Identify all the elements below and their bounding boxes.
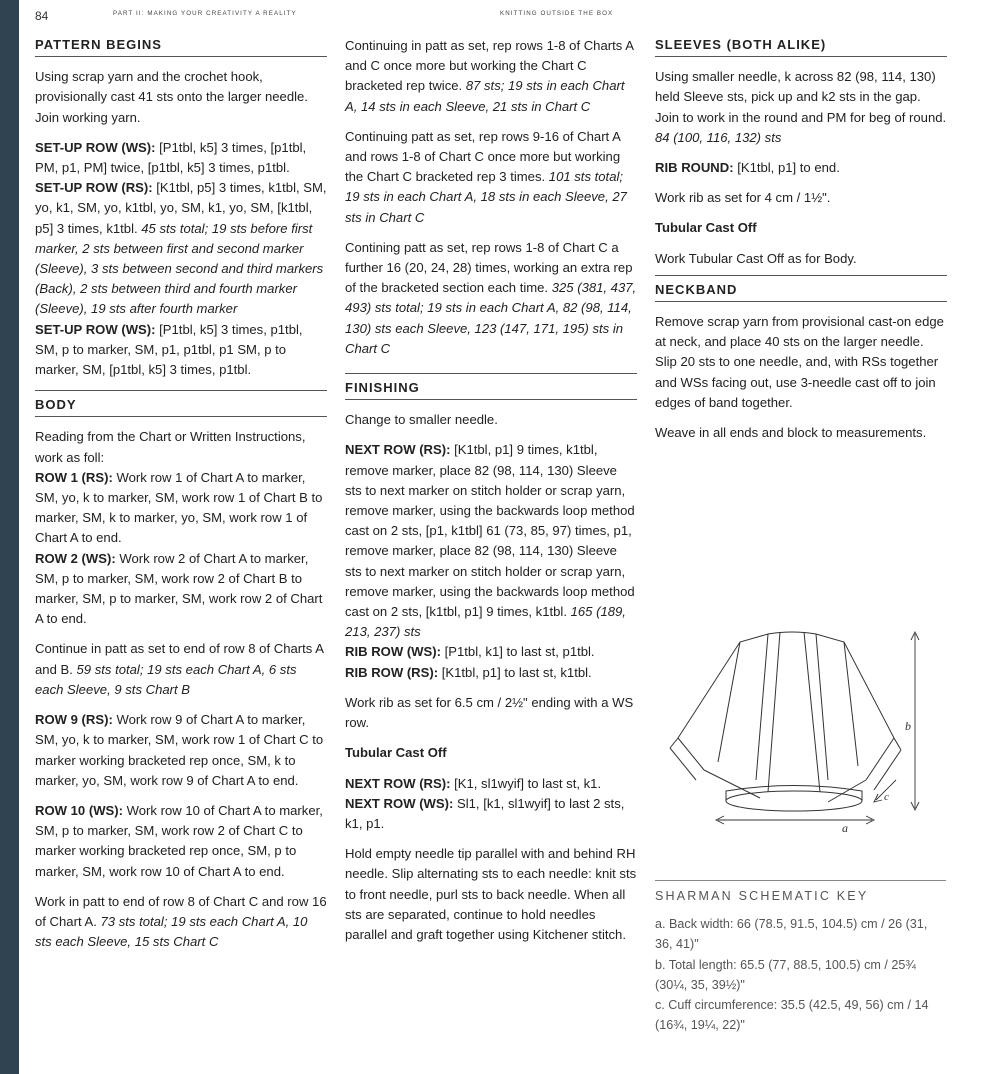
next-row-rs-label: NEXT ROW (RS): [345, 442, 451, 458]
col2-paragraph-3 [345, 238, 637, 359]
rib-round-label: RIB ROUND: [655, 160, 734, 176]
continue-stitch-count: 59 sts total; 19 sts each Chart A, 6 sts each Sleeve, 9 sts Chart B [35, 661, 297, 697]
page-number: 84 [35, 9, 49, 23]
row-9-paragraph [35, 710, 327, 791]
col2-p1-text: Continuing in patt as set, rep rows 1-8 of Charts A and C once more but working the Chart C bracketed rep twice. [345, 38, 634, 94]
next-row-rs-text: [K1tbl, p1] 9 times, k1tbl, remove marker, place 82 (98, 114, 130) Sleeve sts to next marker on stitch holder or scrap yarn, remove marker, using the backwards loop method cast on 2 sts, [p1, k1tbl] 61 (73, 85, 97) times, p1, remove marker, place 82 (98, 114, 130) Sleeve sts to next marker on stitch holder or scrap yarn, remove marker, using the backwards loop method cast on 2 sts, [k1tbl, p1] 9 times, k1tbl. [345, 442, 635, 620]
setup-row-3-label: SET-UP ROW (WS): [35, 321, 156, 337]
key-item-a: a. Back width: 66 (78.5, 91.5, 104.5) cm / 26 (31, 36, 41)" [655, 917, 928, 952]
key-item-b: b. Total length: 65.5 (77, 88.5, 100.5) cm / 25¾ (30¼, 35, 39½)" [655, 957, 916, 992]
tubular-rows [345, 774, 637, 835]
rib-row-rs-text: [K1tbl, p1] to last st, k1tbl. [438, 664, 592, 680]
continue-text: Continue in patt as set to end of row 8 of Charts A and B. [35, 641, 324, 677]
dimension-label-c: c [884, 791, 889, 803]
tubular-ws-label: NEXT ROW (WS): [345, 795, 454, 811]
heading-tubular-cast-off-body: Tubular Cast Off [345, 745, 447, 761]
dimension-label-a: a [842, 821, 848, 835]
row-1-text: Work row 1 of Chart A to marker, SM, yo, k to marker, SM, work row 1 of Chart B to marker, SM, k to marker, yo, SM, work row 1 of Chart A to end. [35, 469, 323, 546]
setup-row-1-label: SET-UP ROW (WS): [35, 139, 156, 155]
row-10-text: Work row 10 of Chart A to marker, SM, p to marker, SM, work row 2 of Chart C to marker working bracketed rep once, SM, p to marker, SM, work row 10 of Chart A to end. [35, 802, 323, 879]
continue-paragraph [35, 639, 327, 700]
column-2 [345, 36, 637, 955]
row-2-text: Work row 2 of Chart A to marker, SM, p to marker, SM, work row 2 of Chart B to marker, SM, p to marker, SM, work row 2 of Chart A to end. [35, 550, 323, 627]
pattern-begins-intro: Using scrap yarn and the crochet hook, provisionally cast 41 sts onto the larger needle. Join working yarn. [35, 69, 308, 125]
book-spine-bar [0, 0, 19, 1074]
heading-pattern-begins: PATTERN BEGINS [35, 32, 327, 57]
col2-paragraph-2 [345, 127, 637, 228]
rib-row-ws-text: [P1tbl, k1] to last st, p1tbl. [441, 644, 595, 660]
body-rows-1-2 [35, 427, 327, 629]
col2-p3-stitch-count: 325 (381, 437, 493) sts total; 19 sts in each Chart A, 82 (98, 114, 130) sts each Sleeve, 123 (147, 171, 195) sts in Chart C [345, 280, 637, 356]
setup-row-1-text: [P1tbl, k5] 3 times, [p1tbl, PM, p1, PM] twice, [p1tbl, k5] 3 times, p1tbl. [35, 139, 307, 176]
tubular-rs-text: [K1, sl1wyif] to last st, k1. [450, 775, 602, 791]
col2-paragraph-1 [345, 36, 637, 117]
running-head-left: PART II: MAKING YOUR CREATIVITY A REALITY [113, 10, 297, 17]
setup-rows [35, 138, 327, 380]
body-intro: Reading from the Chart or Written Instructions, work as foll: [35, 429, 306, 465]
heading-tubular-cast-off-sleeve: Tubular Cast Off [655, 220, 757, 236]
col2-p3-text: Contining patt as set, rep rows 1-8 of Chart C a further 16 (20, 24, 28) times, working an extra rep of the bracketed section each time. [345, 239, 633, 296]
heading-neckband: NECKBAND [655, 275, 947, 302]
change-needle: Change to smaller needle. [345, 412, 498, 428]
sleeves-stitch-count: 84 (100, 116, 132) sts [655, 129, 782, 145]
finishing-rows [345, 440, 637, 682]
schematic-outline [670, 632, 901, 811]
rib-row-rs-label: RIB ROW (RS): [345, 664, 439, 680]
kitchener-paragraph: Hold empty needle tip parallel with and behind RH needle. Slip alternating sts to each needle: knit sts to front needle, purl sts to back needle. When all sts are separated, continue to hold needles parallel and graft together using Kitchener stitch. [345, 846, 637, 942]
row-1-label: ROW 1 (RS): [35, 469, 113, 485]
schematic-key [655, 880, 946, 1035]
rib-row-ws-label: RIB ROW (WS): [345, 644, 441, 660]
col2-p2-text: Continuing patt as set, rep rows 9-16 of Chart A and rows 1-8 of Chart C once more but working the Chart C bracketed rep 3 times. [345, 128, 621, 185]
tubular-ws-text: Sl1, [k1, sl1wyif] to last 2 sts, k1, p1. [345, 795, 625, 831]
setup-row-3-text: [P1tbl, k5] 3 times, p1tbl, SM, p to marker, SM, p1, p1tbl, p1 SM, p to marker, SM, [p1tbl, k5] 3 times, p1tbl. [35, 321, 303, 378]
row-9-text: Work row 9 of Chart A to marker, SM, yo, k to marker, SM, work row 1 of Chart C to marker working bracketed rep once, SM, k to marker, yo, SM, work row 9 of Chart A to end. [35, 712, 324, 788]
running-head-right: KNITTING OUTSIDE THE BOX [500, 10, 614, 17]
column-3 [655, 32, 947, 453]
work-rib-paragraph: Work rib as set for 6.5 cm / 2½" ending with a WS row. [345, 694, 634, 731]
tubular-rs-label: NEXT ROW (RS): [345, 775, 451, 791]
row-9-label: ROW 9 (RS): [35, 712, 113, 728]
neckband-paragraph: Remove scrap yarn from provisional cast-on edge at neck, and place 40 sts on the larger needle. Slip 20 sts to one needle, and, with RSs together and WSs facing out, use 3-needle cast off to join edges of band together. [655, 314, 944, 410]
setup-row-2-label: SET-UP ROW (RS): [35, 180, 153, 196]
rib-round-paragraph [655, 158, 947, 178]
schematic-key-title: SHARMAN SCHEMATIC KEY [655, 880, 946, 906]
setup-row-2-stitch-count: 45 sts total; 19 sts before first marker, 2 sts between first and second marker (Sleeve), 3 sts between second and third markers (Back), 2 sts between third and fourth marker (Sleeve), 19 sts after fourth marker [35, 220, 324, 317]
next-row-stitch-count: 165 (189, 213, 237) sts [345, 604, 626, 640]
work-paragraph [35, 892, 327, 953]
garment-schematic [660, 620, 920, 835]
heading-finishing: FINISHING [345, 373, 637, 400]
col2-p2-stitch-count: 101 sts total; 19 sts in each Chart A, 18 sts in each Sleeve, 27 sts in Chart C [345, 169, 627, 225]
work-stitch-count: 73 sts total; 19 sts each Chart A, 10 sts each Sleeve, 15 sts Chart C [35, 913, 308, 950]
sleeves-paragraph [655, 67, 947, 148]
work-text: Work in patt to end of row 8 of Chart C and row 16 of Chart A. [35, 893, 327, 929]
column-1 [35, 32, 327, 962]
col2-p1-stitch-count: 87 sts; 19 sts in each Chart A, 14 sts in each Sleeve, 21 sts in Chart C [345, 78, 625, 114]
heading-sleeves: SLEEVES (BOTH ALIKE) [655, 32, 947, 57]
sleeve-work-rib: Work rib as set for 4 cm / 1½". [655, 190, 831, 206]
row-10-label: ROW 10 (WS): [35, 802, 124, 818]
setup-row-2-text: [K1tbl, p5] 3 times, k1tbl, SM, yo, k1, SM, yo, k1tbl, yo, SM, k1, yo, SM, [k1tbl, p5] 3 times, k1tbl. [35, 180, 327, 236]
sleeves-text: Using smaller needle, k across 82 (98, 114, 130) held Sleeve sts, pick up and k2 sts in the gap. Join to work in the round and PM for beg of round. [655, 69, 947, 125]
rib-round-text: [K1tbl, p1] to end. [733, 160, 840, 176]
key-item-c: c. Cuff circumference: 35.5 (42.5, 49, 56) cm / 14 (16¾, 19¼, 22)" [655, 998, 929, 1033]
heading-body: BODY [35, 390, 327, 417]
sleeve-tubular-text: Work Tubular Cast Off as for Body. [655, 250, 857, 266]
row-10-paragraph [35, 801, 327, 882]
row-2-label: ROW 2 (WS): [35, 550, 116, 566]
weave-paragraph: Weave in all ends and block to measurements. [655, 425, 927, 441]
dimension-label-b: b [905, 719, 911, 733]
